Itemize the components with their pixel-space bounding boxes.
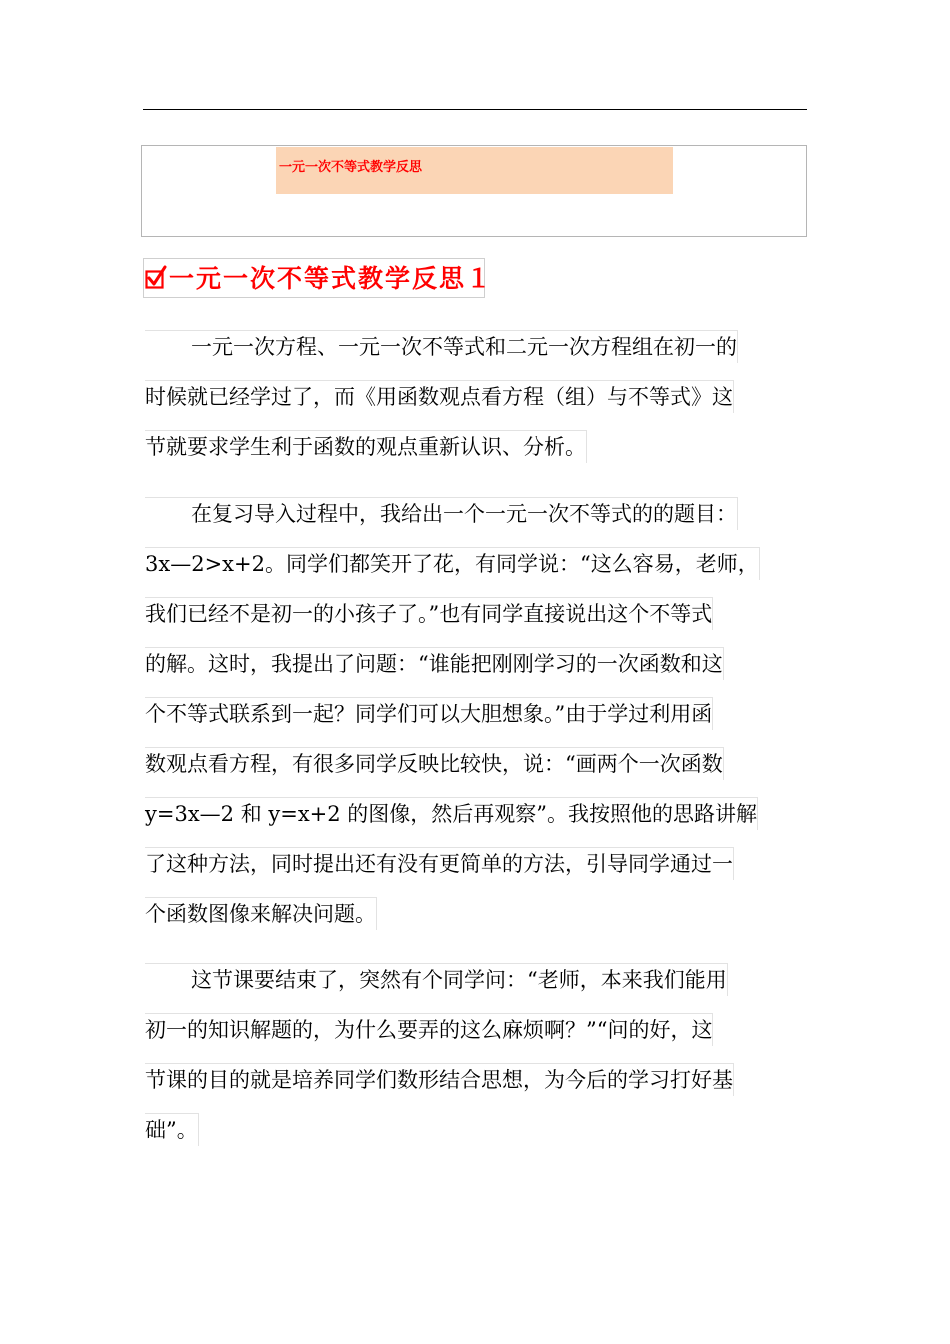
paragraph-3-line-3: 节课的目的就是培养同学们数形结合思想，为今后的学习打好基: [145, 1063, 734, 1096]
top-rule: [143, 109, 807, 110]
section-heading: 一元一次不等式教学反思１: [169, 264, 494, 293]
paragraph-1-line-3: 节就要求学生利于函数的观点重新认识、分析。: [145, 430, 587, 463]
paragraph-2-line-7: y=3x—2 和 y=x+2 的图像，然后再观察”。我按照他的思路讲解: [145, 797, 758, 830]
paragraph-1-line-2: 时候就已经学过了，而《用函数观点看方程（组）与不等式》这: [145, 380, 734, 413]
paragraph-3-line-4: 础”。: [145, 1113, 199, 1146]
paragraph-1-line-1: 一元一次方程、一元一次不等式和二元一次方程组在初一的: [145, 330, 738, 363]
checkbox-checked-icon: [145, 265, 167, 291]
paragraph-2-line-4: 的解。这时，我提出了问题：“谁能把刚刚学习的一次函数和这: [145, 647, 724, 680]
paragraph-2-line-1: 在复习导入过程中，我给出一个一元一次不等式的的题目：: [145, 497, 738, 530]
paragraph-2-line-8: 了这种方法，同时提出还有没有更简单的方法，引导同学通过一: [145, 847, 734, 880]
paragraph-2-line-2: 3x—2>x+2。同学们都笑开了花，有同学说：“这么容易，老师，: [145, 547, 760, 580]
paragraph-3-line-2: 初一的知识解题的，为什么要弄的这么麻烦啊？”“问的好，这: [145, 1013, 713, 1046]
paragraph-2-line-3: 我们已经不是初一的小孩子了。”也有同学直接说出这个不等式: [145, 597, 713, 630]
paragraph-3-line-1: 这节课要结束了，突然有个同学问：“老师，本来我们能用: [145, 963, 728, 996]
paragraph-2-line-9: 个函数图像来解决问题。: [145, 897, 377, 930]
header-title: 一元一次不等式教学反思: [279, 160, 423, 175]
paragraph-2-line-5: 个不等式联系到一起？同学们可以大胆想象。”由于学过利用函: [145, 697, 713, 730]
paragraph-2-line-6: 数观点看方程，有很多同学反映比较快，说：“画两个一次函数: [145, 747, 724, 780]
